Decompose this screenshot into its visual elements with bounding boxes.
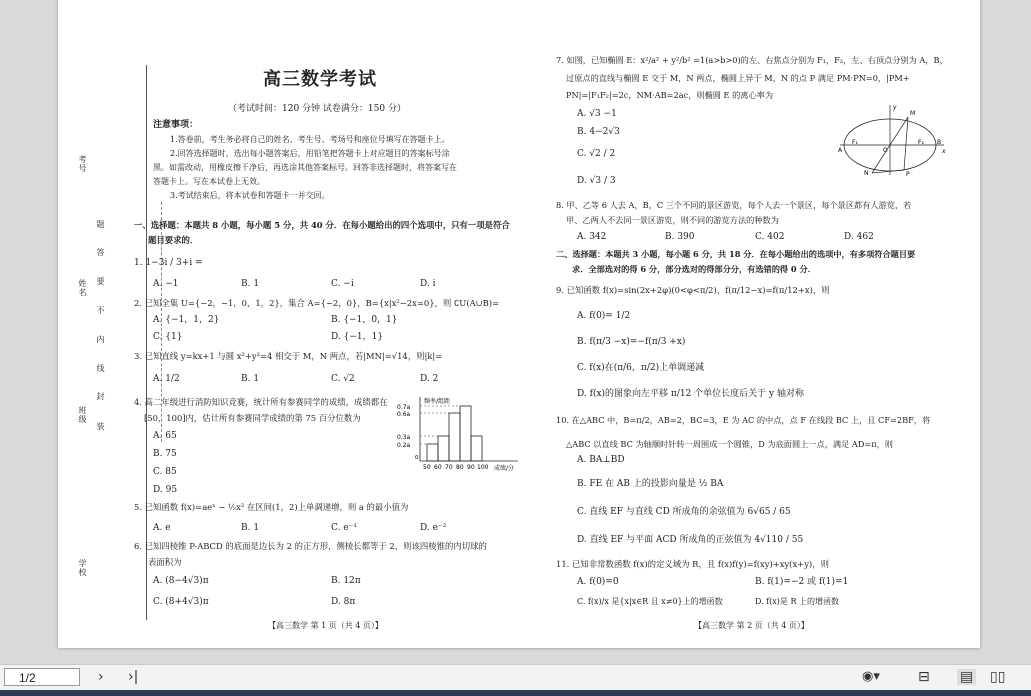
q11-option-a: A. f(0)=0 bbox=[577, 577, 619, 587]
q9-option-c: C. f(x)在(π/6，π/2)上单调递减 bbox=[577, 363, 705, 373]
q6-option-a: A. (8−4√3)π bbox=[153, 576, 209, 586]
q9-option-b: B. f(π/3 −x)=−f(π/3 +x) bbox=[577, 337, 686, 347]
q6-option-b: B. 12π bbox=[331, 576, 361, 586]
exam-page-spread bbox=[58, 0, 980, 648]
q5-option-a: A. e bbox=[153, 523, 171, 533]
q2-option-a: A. {−1，1，2} bbox=[153, 315, 220, 325]
q10-option-d: D. 直线 EF 与平面 ACD 所成角的正弦值为 4√110 / 55 bbox=[577, 535, 804, 545]
ellipse-label: x bbox=[942, 148, 946, 155]
notice-line: 黑。如需改动，用橡皮擦干净后，再选涂其他答案标号。回答非选择题时，将答案写在 bbox=[153, 163, 457, 172]
hist-bar bbox=[460, 406, 471, 461]
question-7: 7. 如图，已知椭圆 E：x²/a² + y²/b² =1(a>b>0)的左、右焦点分别为 F₁，F₂，左、右顶点分别为 A，B， bbox=[556, 55, 948, 65]
q5-option-d: D. e⁻² bbox=[420, 523, 447, 533]
single-page-view-icon[interactable]: ▤ bbox=[957, 669, 976, 685]
q6-option-c: C. (8+4√3)π bbox=[153, 597, 209, 607]
q9-option-d: D. f(x)的图象向左平移 π/12 个单位长度后关于 y 轴对称 bbox=[577, 389, 804, 399]
exam-title: 高三数学考试 bbox=[263, 69, 377, 90]
q8-option-a: A. 342 bbox=[577, 232, 607, 242]
hist-ytick: 0.6a bbox=[397, 411, 411, 418]
question-10-cont: △ABC 以直线 BC 为轴顺时针转一周围成一个圆锥，D 为底面圆上一点，满足 AD=π，则 bbox=[566, 439, 893, 449]
line-np bbox=[872, 170, 904, 173]
ellipse-label: B bbox=[937, 139, 942, 146]
q8-option-d: D. 462 bbox=[844, 232, 874, 242]
side-label-school: 学校 bbox=[78, 559, 87, 577]
ellipse-label: y bbox=[893, 104, 897, 111]
viewer-toolbar bbox=[0, 664, 1031, 691]
page-number-input[interactable]: 1/2 bbox=[4, 668, 80, 686]
q10-option-b: B. FE 在 AB 上的投影向量是 ½ BA bbox=[577, 479, 724, 489]
question-2: 2. 已知全集 U={−2，−1，0，1，2}，集合 A={−2，0}，B={x|x²−2x=0}，则 ∁U(A∪B)= bbox=[134, 298, 500, 308]
hist-bar bbox=[449, 413, 460, 461]
question-7-cont: 过原点的直线与椭圆 E 交于 M，N 两点，椭圆上异于 M，N 的点 P 满足 PM·PN=0，|PM+ bbox=[566, 73, 910, 83]
question-9: 9. 已知函数 f(x)=sin(2x+2φ)(0<φ<π/2)，f(π/12−x)=f(π/12+x)，则 bbox=[556, 285, 830, 295]
ellipse-label: M bbox=[910, 110, 916, 117]
hist-xtick: 100 bbox=[477, 464, 489, 471]
question-8-cont: 甲、乙两人不去同一景区游览，则不同的游览方法的种数为 bbox=[566, 215, 779, 225]
ellipse-label: P bbox=[906, 171, 910, 177]
q10-option-c: C. 直线 EF 与直线 CD 所成角的余弦值为 6√65 / 65 bbox=[577, 507, 791, 517]
q1-option-b: B. 1 bbox=[241, 279, 260, 289]
q5-option-c: C. e⁻¹ bbox=[331, 523, 357, 533]
side-label-name: 姓名 bbox=[78, 279, 87, 297]
binding-line bbox=[146, 65, 147, 620]
seal-char: 答 bbox=[96, 248, 105, 257]
hist-xtick: 0 bbox=[415, 455, 419, 461]
q1-option-c: C. −i bbox=[331, 279, 354, 289]
question-10: 10. 在△ABC 中，B=π/2，AB=2，BC=3，E 为 AC 的中点，点 F 在线段 BC 上，且 CF=2BF，将 bbox=[556, 415, 931, 425]
view-mode-eye-icon[interactable]: ◉▾ bbox=[862, 669, 880, 684]
notice-line: 3.考试结束后，将本试卷和答题卡一并交回。 bbox=[170, 191, 330, 200]
q8-option-c: C. 402 bbox=[755, 232, 785, 242]
question-6: 6. 已知四棱锥 P-ABCD 的底面是边长为 2 的正方形，侧棱长都等于 2，则该四棱锥的内切球的 bbox=[134, 541, 487, 551]
hist-ytick: 0.7a bbox=[397, 404, 411, 411]
section2-heading-cont: 求．全部选对的得 6 分，部分选对的得部分分，有选错的得 0 分． bbox=[572, 264, 816, 274]
ellipse-label: O bbox=[883, 147, 888, 154]
hist-ylabel: 频率/组距 bbox=[424, 398, 451, 405]
q9-option-a: A. f(0)= 1/2 bbox=[577, 311, 631, 321]
section2-heading: 二、选择题：本题共 3 小题，每小题 6 分，共 18 分．在每小题给出的选项中，有多项符合题目要 bbox=[556, 249, 916, 259]
section1-heading-cont: 题目要求的． bbox=[148, 235, 199, 245]
q10-option-a: A. BA⊥BD bbox=[577, 455, 625, 465]
question-4: 4. 高二年级进行消防知识竞赛，统计所有参赛同学的成绩，成绩都在 bbox=[134, 397, 388, 407]
fit-page-icon[interactable]: ⊟ bbox=[918, 669, 930, 685]
seal-char: 封 bbox=[96, 392, 105, 401]
side-label-exam-no: 考号 bbox=[78, 155, 87, 173]
hist-ytick: 0.3a bbox=[397, 434, 411, 441]
hist-xtick: 50 bbox=[423, 464, 431, 471]
q1-option-d: D. i bbox=[420, 279, 436, 289]
last-page-icon[interactable]: ›| bbox=[128, 669, 139, 685]
seal-char: 装 bbox=[96, 422, 105, 431]
side-label-class: 班级 bbox=[78, 406, 87, 424]
q4-option-c: C. 85 bbox=[153, 467, 177, 477]
line-mp bbox=[904, 117, 908, 170]
hist-xlabel: 成绩/分 bbox=[494, 465, 515, 472]
hist-bar bbox=[438, 436, 449, 461]
hist-xtick: 60 bbox=[434, 464, 442, 471]
notice-line: 答题卡上。写在本试卷上无效。 bbox=[153, 177, 265, 186]
right-page-footer: 【高三数学 第 2 页（共 4 页）】 bbox=[694, 621, 809, 630]
hist-bar bbox=[471, 436, 482, 461]
q4-option-b: B. 75 bbox=[153, 449, 177, 459]
question-11: 11. 已知非常数函数 f(x)的定义域为 R，且 f(x)f(y)=f(xy)+xy(x+y)，则 bbox=[556, 559, 829, 569]
question-7-cont: PN|=|F₁F₂|=2c，NM·AB=2ac，则椭圆 E 的离心率为 bbox=[566, 90, 774, 100]
q2-option-b: B. {−1，0，1} bbox=[331, 315, 398, 325]
left-page-footer: 【高三数学 第 1 页（共 4 页）】 bbox=[268, 621, 383, 630]
notice-title: 注意事项： bbox=[153, 120, 199, 130]
seal-char: 要 bbox=[96, 277, 105, 286]
q3-option-c: C. √2 bbox=[331, 374, 355, 384]
ellipse-label: F₂ bbox=[918, 139, 924, 146]
q7-option-d: D. √3 / 3 bbox=[577, 176, 616, 186]
next-page-icon[interactable]: › bbox=[98, 669, 104, 685]
hist-ytick: 0.2a bbox=[397, 442, 411, 449]
q7-option-b: B. 4−2√3 bbox=[577, 127, 620, 137]
seal-char: 线 bbox=[96, 364, 105, 373]
q2-option-d: D. {−1，1} bbox=[331, 332, 384, 342]
notice-line: 2.回答选择题时，选出每小题答案后，用铅笔把答题卡上对应题目的答案标号涂 bbox=[170, 149, 450, 158]
hist-bar bbox=[427, 444, 438, 461]
q4-option-d: D. 95 bbox=[153, 485, 178, 495]
q5-option-b: B. 1 bbox=[241, 523, 260, 533]
q2-option-c: C. {1} bbox=[153, 332, 183, 342]
ellipse-label: N bbox=[864, 170, 869, 177]
q3-option-a: A. 1/2 bbox=[153, 374, 180, 384]
section1-heading: 一、选择题：本题共 8 小题，每小题 5 分，共 40 分．在每小题给出的四个选项中，只有一项是符合 bbox=[134, 220, 510, 230]
q11-option-c: C. f(x)/x 是{x|x∈R 且 x≠0}上的增函数 bbox=[577, 597, 723, 606]
hist-xtick: 90 bbox=[467, 464, 475, 471]
question-6-cont: 表面积为 bbox=[148, 557, 182, 567]
exam-subtitle: （考试时间：120 分钟 试卷满分：150 分） bbox=[228, 104, 406, 114]
q11-option-b: B. f(1)=−2 或 f(1)=1 bbox=[755, 577, 849, 587]
seal-char: 内 bbox=[96, 335, 105, 344]
q3-option-d: D. 2 bbox=[420, 374, 439, 384]
question-4-cont: [50，100]内，估计所有参赛同学成绩的第 75 百分位数为 bbox=[144, 413, 361, 423]
q1-option-a: A. −1 bbox=[153, 279, 179, 289]
q11-option-d: D. f(x)是 R 上的增函数 bbox=[755, 597, 840, 606]
q6-option-d: D. 8π bbox=[331, 597, 356, 607]
ellipse-label: A bbox=[838, 147, 843, 154]
seal-char: 不 bbox=[96, 306, 105, 315]
question-3: 3. 已知直线 y=kx+1 与圆 x²+y²=4 相交于 M，N 两点，若|MN|=√14，则|k|= bbox=[134, 351, 443, 361]
q3-option-b: B. 1 bbox=[241, 374, 260, 384]
seal-char: 题 bbox=[96, 220, 105, 229]
q8-option-b: B. 390 bbox=[665, 232, 695, 242]
q7-option-a: A. √3 −1 bbox=[577, 109, 617, 119]
score-histogram bbox=[393, 393, 523, 473]
q4-option-a: A. 65 bbox=[153, 431, 177, 441]
hist-xtick: 70 bbox=[445, 464, 453, 471]
notice-line: 1.答卷前，考生务必将自己的姓名、考生号、考场号和座位号填写在答题卡上。 bbox=[170, 135, 450, 144]
ellipse-figure bbox=[838, 103, 948, 177]
ellipse-label: F₁ bbox=[852, 139, 858, 146]
question-5: 5. 已知函数 f(x)=aeˣ − ½x² 在区间(1，2)上单调递增，则 a 的最小值为 bbox=[134, 502, 409, 512]
question-8: 8. 甲、乙等 6 人去 A，B，C 三个不同的景区游览，每个人去一个景区，每个景区都有人游览，若 bbox=[556, 200, 912, 210]
taskbar-strip bbox=[0, 690, 1031, 696]
question-1: 1. 1−3i / 3+i = bbox=[134, 258, 203, 268]
q7-option-c: C. √2 / 2 bbox=[577, 149, 616, 159]
two-page-view-icon[interactable]: ▯▯ bbox=[990, 669, 1006, 685]
hist-xtick: 80 bbox=[456, 464, 464, 471]
